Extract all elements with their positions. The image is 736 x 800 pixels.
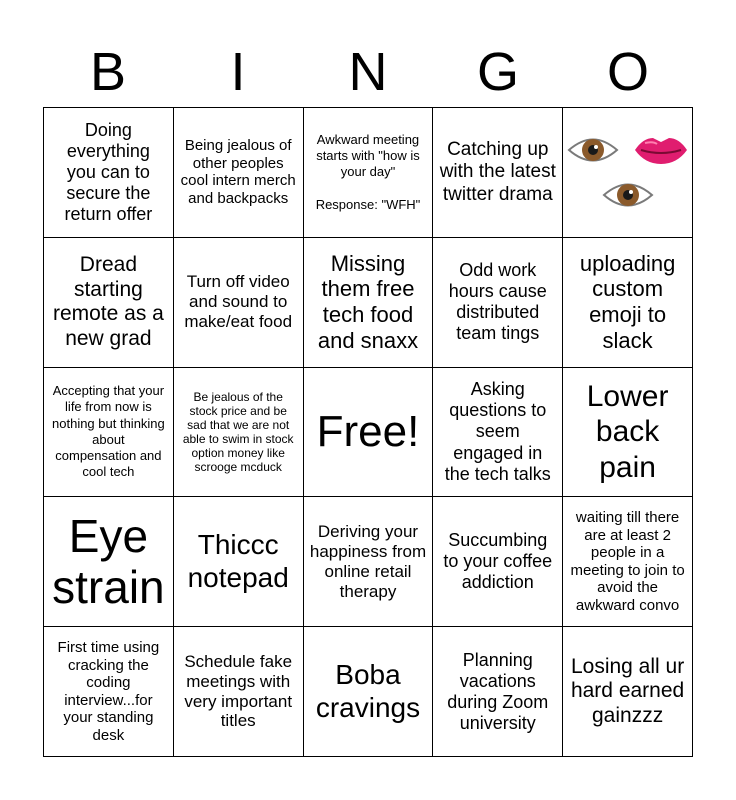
cell-text: Missing them free tech food and snaxx	[317, 250, 419, 353]
cell-text: Succumbing to your coffee addiction	[443, 530, 553, 593]
bingo-cell[interactable]	[44, 238, 174, 368]
cell-text: Odd work hours cause distributed team tings	[448, 260, 547, 344]
cell-text: Lower back pain	[586, 380, 669, 484]
bingo-cell[interactable]	[174, 238, 304, 368]
bingo-cell[interactable]	[304, 497, 434, 627]
bingo-cell[interactable]	[433, 627, 563, 757]
bingo-cell[interactable]	[433, 368, 563, 498]
bingo-cell[interactable]	[563, 368, 693, 498]
cell-text: Thiccc notepad	[187, 529, 289, 593]
bingo-grid	[43, 107, 693, 757]
bingo-cell[interactable]	[44, 497, 174, 627]
bingo-cell[interactable]	[563, 627, 693, 757]
cell-text: Be jealous of the stock price and be sad that we are not able to swim in stock option money like scrooge mcduck	[182, 389, 294, 475]
cell-text: uploading custom emoji to slack	[579, 250, 676, 353]
header-letter-g: G	[476, 42, 519, 102]
bingo-cell[interactable]	[44, 108, 174, 238]
cell-text: Boba cravings	[315, 658, 421, 723]
lips-icon	[633, 134, 689, 166]
cell-text: Free!	[316, 407, 420, 457]
bingo-cell[interactable]	[174, 627, 304, 757]
bingo-cell-free[interactable]	[304, 368, 434, 498]
bingo-cell[interactable]	[433, 497, 563, 627]
bingo-cell[interactable]	[44, 368, 174, 498]
bingo-cell[interactable]	[304, 238, 434, 368]
header-letter-b: B	[89, 42, 127, 102]
eye-icon	[567, 135, 619, 165]
cell-text: Accepting that your life from now is nothing but thinking about compensation and cool tech	[52, 383, 165, 480]
eye-icon	[602, 180, 654, 210]
cell-text: Deriving your happiness from online retail therapy	[309, 522, 427, 601]
bingo-header	[43, 38, 693, 106]
cell-text: Eye strain	[52, 510, 165, 613]
bingo-cell[interactable]	[433, 108, 563, 238]
bingo-cell[interactable]	[563, 497, 693, 627]
header-letter-o: O	[606, 42, 649, 102]
bingo-cell[interactable]	[563, 238, 693, 368]
cell-text: Turn off video and sound to make/eat food	[184, 272, 293, 332]
header-letter-n: N	[348, 42, 388, 102]
cell-text: Catching up with the latest twitter drama	[439, 139, 556, 205]
bingo-cell[interactable]	[44, 627, 174, 757]
cell-text: Planning vacations during Zoom university	[447, 649, 549, 733]
cell-text: Losing all ur hard earned gainzzz	[570, 654, 685, 727]
cell-text: Awkward meeting starts with "how is your day" Response: "WFH"	[315, 131, 421, 212]
cell-text: waiting till there are at least 2 people in a meeting to join to avoid the awkward convo	[570, 509, 685, 614]
cell-text: Being jealous of other peoples cool intern merch and backpacks	[180, 137, 296, 207]
bingo-cell[interactable]	[304, 108, 434, 238]
bingo-cell[interactable]	[174, 497, 304, 627]
bingo-cell[interactable]	[174, 368, 304, 498]
cell-text: Asking questions to seem engaged in the tech talks	[444, 379, 551, 484]
cell-text: Schedule fake meetings with very important titles	[184, 651, 293, 731]
cell-text: Dread starting remote as a new grad	[52, 253, 164, 350]
cell-text: First time using cracking the coding interview...for your standing desk	[57, 638, 160, 744]
cell-text: Doing everything you can to secure the return offer	[64, 119, 153, 224]
bingo-cell[interactable]	[174, 108, 304, 238]
bingo-cell[interactable]	[304, 627, 434, 757]
bingo-cell[interactable]	[433, 238, 563, 368]
bingo-cell-emoji[interactable]	[563, 108, 693, 238]
header-letter-i: I	[230, 42, 246, 102]
